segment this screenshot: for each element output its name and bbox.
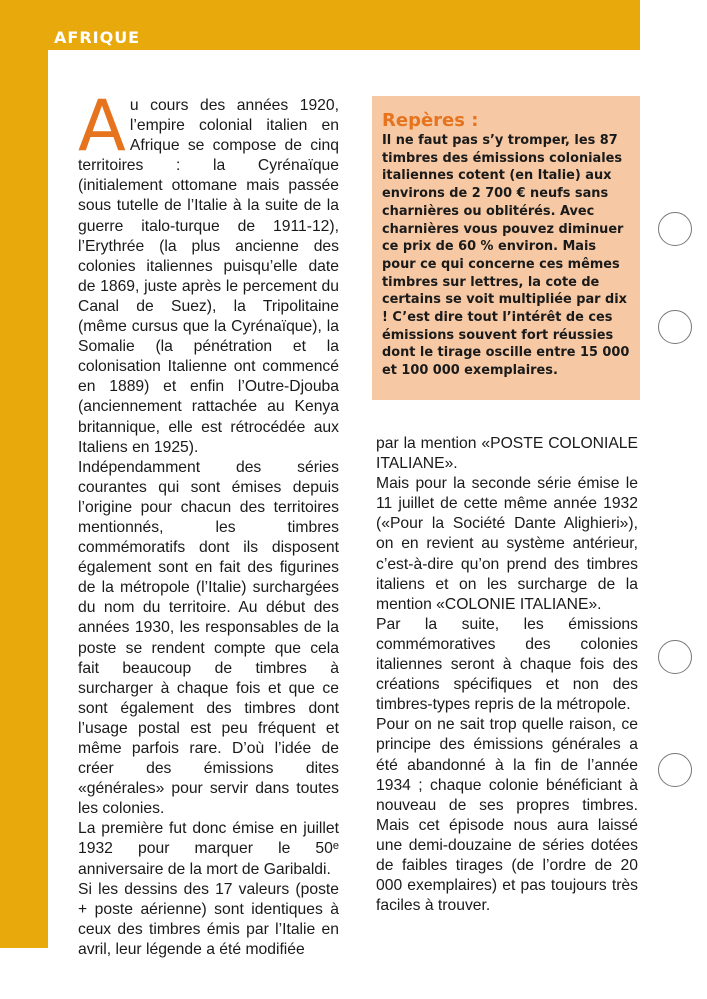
binder-hole (658, 310, 692, 344)
sidebar-title: Repères : (382, 110, 479, 131)
paragraph-text: La première fut donc émise en juillet 1932 pour marquer le 50 (78, 820, 339, 858)
article-paragraph (78, 819, 339, 879)
paragraph-text: anniversaire de la mort de Garibaldi. (78, 860, 331, 878)
article-paragraph: Indépendamment des séries courantes qui sont émises depuis l’origine pour chacun des territoires mentionnés, les timbres commémoratifs dont ils disposent également sont en fait des figurines de la métropole (l’Italie) surchargées du nom du territoire. Au début des années 1930, les responsables de la poste se rendent compte que cela fait beaucoup de timbres à surcharger à chaque fois et que ce sont également des timbres dont l’usage postal est peu fréquent et même parfois rare. D’où l’idée de créer des émissions dites «générales» pour servir dans toutes les colonies. (78, 458, 339, 818)
sidebar-text: Il ne faut pas s’y tromper, les 87 timbres des émissions coloniales italiennes cotent (en Italie) aux environs de 2 700 € neufs sans charnières ou oblitérés. Avec charnières vous pouvez diminuer ce prix de 60 % environ. Mais pour ce qui concerne ces mêmes timbres sur lettres, la cote de certains se voit multipliée par dix ! C’est dire tout l’intérêt de ces émissions souvent fort réussies dont le tirage oscille entre 15 000 et 100 000 exemplaires. (382, 133, 630, 379)
section-label: AFRIQUE (54, 28, 141, 47)
superscript: e (332, 840, 339, 853)
article-paragraph (78, 85, 339, 458)
side-band (0, 50, 48, 948)
article-paragraph: Par la suite, les émissions commémoratives des colonies italiennes seront à chaque fois des créations spécifiques et non des timbres-types repris de la métropole. (376, 615, 638, 714)
binder-hole (658, 212, 692, 246)
article-column-1 (78, 85, 339, 960)
sidebar-box (372, 96, 640, 400)
article-paragraph: Si les dessins des 17 valeurs (poste + poste aérienne) sont identiques à ceux des timbres émis par l’Italie en avril, leur légende a été modifiée (78, 880, 339, 958)
binder-hole (658, 753, 692, 787)
paragraph-text: u cours des années 1920, l’empire colonial italien en Afrique se compose de cinq territoires : la Cyrénaïque (initialement ottomane mais passée sous tutelle de l’Italie à la suite de la guerre italo-turque de 1911-12), l’Erythrée (la plus ancienne des colonies italiennes puisqu’elle date de 1869, juste après le percement du Canal de Suez), la Tripolitaine (même cursus que la Cyrénaïque), la Somalie (la pénétration et la colonisation Italienne ont commencé en 1889) et enfin l’Outre-Djouba (anciennement rattachée au Kenya britannique, elle est rétrocédée aux Italiens en 1925). (78, 97, 339, 456)
article-paragraph: par la mention «POSTE COLONIALE ITALIANE». (376, 435, 638, 473)
article-paragraph: Mais pour la seconde série émise le 11 juillet de cette même année 1932 («Pour la Société Dante Alighieri»), on en revient au système antérieur, c’est-à-dire qu’on prend des timbres italiens et on les surcharge de la mention «COLONIE ITALIANE». (376, 475, 638, 613)
binder-hole (658, 640, 692, 674)
article-paragraph: Pour on ne sait trop quelle raison, ce principe des émissions générales a été abandonné à la fin de l’année 1934 ; chaque colonie bénéficiant à nouveau de ses propres timbres. Mais cet épisode nous aura laissé une demi-douzaine de séries dotées de faibles tirages (de l’ordre de 20 000 exemplaires) et pas toujours très faciles à trouver. (376, 716, 638, 915)
article-column-2 (376, 434, 638, 916)
drop-cap: A (78, 85, 126, 167)
